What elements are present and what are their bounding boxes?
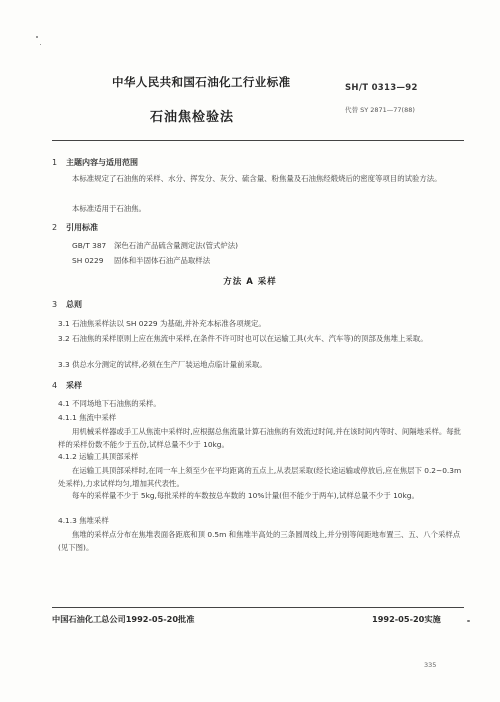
section-title: 总则 xyxy=(66,300,82,309)
section-1-heading xyxy=(52,157,138,168)
standard-code: SH/T 0313—92 xyxy=(345,83,418,93)
reference-code: GB/T 387 xyxy=(72,241,107,250)
paragraph: 本标准规定了石油焦的采样、水分、挥发分、灰分、硫含量、粉焦量及石油焦经煅烧后的密度等项目的试验方法。 xyxy=(72,174,442,183)
subclause-heading: 4.1.2 运输工具顶部采样 xyxy=(58,452,139,461)
section-title: 引用标准 xyxy=(66,223,98,232)
implementation-note: 1992-05-20实施 xyxy=(372,614,441,624)
section-4-heading xyxy=(52,380,82,391)
footer-rule xyxy=(52,607,464,608)
method-heading: 方法 A 采样 xyxy=(223,277,277,287)
scan-speck xyxy=(467,620,470,622)
section-title: 主题内容与适用范围 xyxy=(66,158,138,167)
clause: 4.1 不同场地下石油焦的采样。 xyxy=(58,399,161,408)
standard-organization: 中华人民共和国石油化工行业标准 xyxy=(112,75,291,89)
section-title: 采样 xyxy=(66,381,82,390)
section-number: 2 xyxy=(52,223,58,232)
header-rule xyxy=(52,140,464,141)
subclause-heading: 4.1.1 焦流中采样 xyxy=(58,413,117,422)
paragraph: 在运输工具顶部采样时,在同一车上须至少在平均距离的五点上,从表层采取(经长途运输或停放后,应在焦层下 0.2~0.3m 处采样),力求试样均匀,增加其代表性。 xyxy=(58,466,462,488)
clause: 3.2 石油焦的采样原则上应在焦流中采样,在条件不许可时也可以在运输工具(火车、汽车等)的顶部及焦堆上采取。 xyxy=(58,334,428,343)
scan-speck xyxy=(36,36,38,38)
reference-item xyxy=(72,255,210,266)
document-title: 石油焦检验法 xyxy=(150,110,235,125)
clause: 3.1 石油焦采样法以 SH 0229 为基础,并补充本标准各项规定。 xyxy=(58,319,266,328)
reference-text: 固体和半固体石油产品取样法 xyxy=(114,256,211,265)
reference-text: 深色石油产品硫含量测定法(管式炉法) xyxy=(114,241,239,250)
section-3-heading xyxy=(52,299,82,310)
paragraph: 每车的采样量不少于 5kg,每批采样的车数按总车数的 10%计量(但不能少于两车),试样总量不少于 10kg。 xyxy=(72,491,419,500)
page-number: 335 xyxy=(424,661,437,669)
section-2-heading xyxy=(52,222,98,233)
approval-note: 中国石油化工总公司1992-05-20批准 xyxy=(52,614,195,624)
subclause-heading: 4.1.3 焦堆采样 xyxy=(58,516,109,525)
reference-item xyxy=(72,240,238,251)
section-number: 1 xyxy=(52,158,58,167)
scan-speck xyxy=(40,44,41,45)
replaces-note: 代替 SY 2871—77(88) xyxy=(345,106,415,114)
paragraph: 用机械采样器或手工从焦流中采样时,应根据总焦流量计算石油焦的有效流过时间,并在该时间内等时、间隔地采样。每批样的采样份数不能少于五份,试样总量不少于 10kg。 xyxy=(58,427,462,449)
clause: 3.3 供总水分测定的试样,必须在生产厂装运地点临计量前采取。 xyxy=(58,360,267,369)
reference-code: SH 0229 xyxy=(72,256,104,265)
section-number: 3 xyxy=(52,300,58,309)
paragraph: 焦堆的采样点分布在焦堆表面各距底和顶 0.5m 和焦堆半高处的三条圆周线上,并分别等间距地布置三、五、八个采样点(见下图)。 xyxy=(58,530,461,552)
section-number: 4 xyxy=(52,381,58,390)
paragraph: 本标准适用于石油焦。 xyxy=(72,204,146,213)
